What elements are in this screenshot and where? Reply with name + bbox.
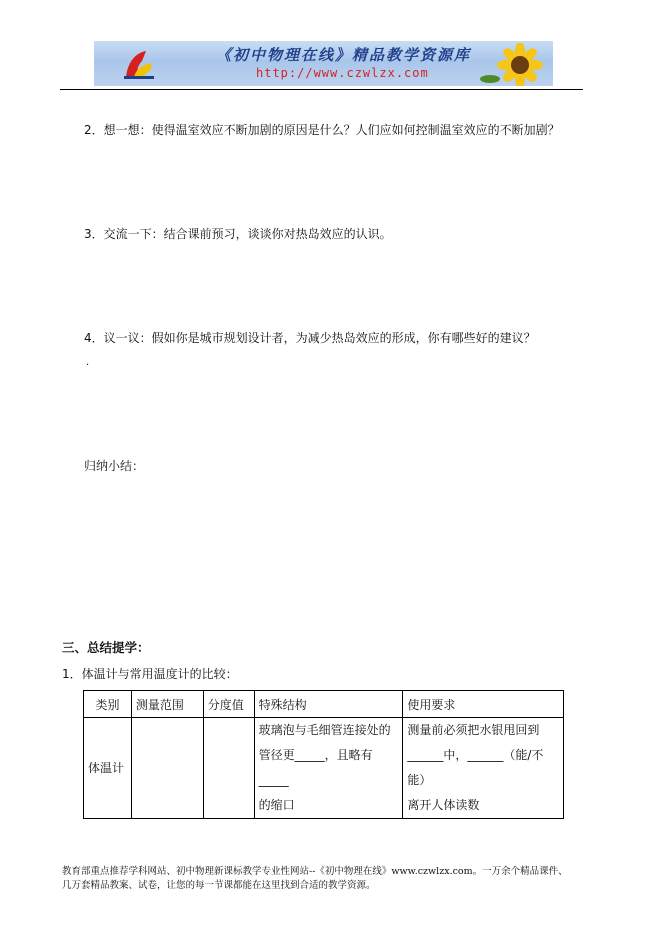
section-heading: 三、总结提学：: [62, 640, 150, 655]
cell-range: [131, 718, 203, 819]
section-item-1: 1．体温计与常用温度计的比较：: [62, 667, 238, 681]
footer-line-2: 几万套精品教案、试卷，让您的每一节课都能在这里找到合适的教学资源。: [62, 880, 376, 891]
stray-dot: ·: [86, 360, 90, 371]
usage-line-3: 离开人体读数: [407, 798, 480, 812]
header-divider: [60, 89, 583, 90]
col-header-usage: 使用要求: [403, 691, 564, 718]
usage-line-1: 测量前必须把水银甩回到: [407, 723, 540, 737]
col-header-division: 分度值: [203, 691, 254, 718]
cell-division: [203, 718, 254, 819]
footer-line-1: 教育部重点推荐学科网站、初中物理新课标教学专业性网站--《初中物理在线》www.czwlzx.com。一万余个精品课件、: [62, 866, 568, 877]
sunflower-icon: [480, 43, 550, 86]
col-header-category: 类别: [84, 691, 132, 718]
site-logo-icon: [122, 47, 156, 81]
banner-url[interactable]: http://www.czwlzx.com: [256, 66, 429, 80]
header-banner: [94, 41, 553, 86]
summary-label: 归纳小结：: [84, 459, 145, 473]
table-row: [84, 718, 564, 819]
cell-category: 体温计: [84, 718, 132, 819]
structure-line-1: 玻璃泡与毛细管连接处的: [258, 723, 391, 737]
question-4: 4．议一议：假如你是城市规划设计者，为减少热岛效应的形成，你有哪些好的建议？: [84, 331, 536, 345]
question-2: 2．想一想：使得温室效应不断加剧的原因是什么？人们应如何控制温室效应的不断加剧？: [84, 123, 560, 137]
cell-structure: [254, 718, 403, 819]
table-header-row: [84, 691, 564, 718]
banner-title: 《初中物理在线》精品教学资源库: [216, 46, 472, 64]
structure-line-3: 的缩口: [258, 798, 295, 812]
col-header-range: 测量范围: [131, 691, 203, 718]
usage-line-2: ______中，______（能/不能）: [407, 748, 544, 787]
structure-line-2: 管径更_____，且略有_____: [258, 748, 373, 787]
cell-usage: [403, 718, 564, 819]
col-header-structure: 特殊结构: [254, 691, 403, 718]
thermometer-comparison-table: [83, 690, 564, 819]
question-3: 3．交流一下：结合课前预习，谈谈你对热岛效应的认识。: [84, 227, 392, 241]
